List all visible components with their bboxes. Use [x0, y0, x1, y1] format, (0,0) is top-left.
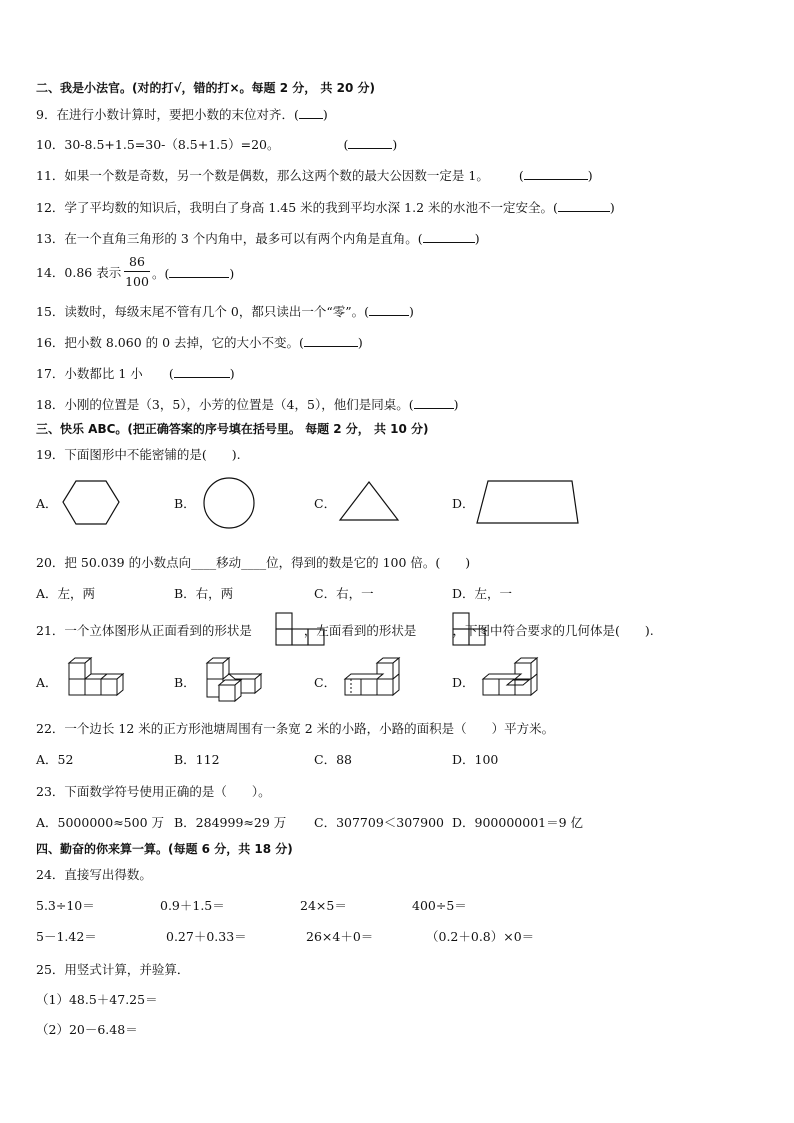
option-a[interactable]: A．	[36, 496, 58, 511]
left-view-diagram	[452, 612, 490, 646]
calc-item: 26×4＋0＝	[306, 929, 374, 944]
question-14-tail: 。( )	[152, 266, 235, 281]
option-c[interactable]: C．	[314, 496, 337, 511]
option-d[interactable]: D．900000001＝9 亿	[452, 815, 584, 830]
question-17-text: 17．小数都比 1 小	[36, 366, 143, 381]
front-view-diagram	[275, 612, 329, 646]
calc-item: 0.9＋1.5＝	[160, 898, 225, 913]
question-20: 20．把 50.039 的小数点向____移动____位，得到的数是它的 100 倍。( )	[36, 555, 471, 570]
question-15: 15．读数时，每级末尾不管有几个 0，都只读出一个“零”。( )	[36, 304, 414, 319]
calc-item: （0.2＋0.8）×0＝	[426, 929, 535, 944]
calc-part-1: （1）48.5＋47.25＝	[36, 992, 158, 1007]
answer-blank[interactable]	[174, 365, 230, 378]
answer-blank[interactable]	[524, 167, 588, 180]
option-c[interactable]: C．88	[314, 752, 352, 767]
question-14-text: 14．0.86 表示	[36, 265, 122, 280]
question-25: 25．用竖式计算，并验算．	[36, 962, 190, 977]
option-c[interactable]: C．	[314, 675, 337, 690]
question-24: 24．直接写出得数。	[36, 867, 152, 882]
fraction-86-100	[124, 254, 150, 289]
question-10: 10．30-8.5+1.5=30-（8.5+1.5）=20。 ( )	[36, 137, 398, 152]
option-a[interactable]: A．52	[36, 752, 74, 767]
calc-item: 5－1.42＝	[36, 929, 97, 944]
question-10-text: 10．30-8.5+1.5=30-（8.5+1.5）=20。	[36, 137, 280, 152]
calc-part-2: （2）20－6.48＝	[36, 1022, 138, 1037]
hexagon-shape	[62, 478, 120, 528]
answer-blank[interactable]	[414, 396, 454, 409]
answer-blank[interactable]	[169, 265, 229, 278]
option-b[interactable]: B．	[174, 675, 196, 690]
question-16-text: 16．把小数 8.060 的 0 去掉，它的大小不变。(	[36, 335, 304, 350]
answer-blank[interactable]	[299, 106, 323, 119]
option-c[interactable]: C．右，一	[314, 586, 374, 601]
cube-figure-d	[478, 658, 548, 704]
question-17: 17．小数都比 1 小 ( )	[36, 366, 235, 381]
question-11-text: 11．如果一个数是奇数，另一个数是偶数，那么这两个数的最大公因数一定是 1。	[36, 168, 489, 183]
answer-blank[interactable]	[304, 334, 358, 347]
answer-blank[interactable]	[558, 199, 610, 212]
section-2-title: 二、我是小法官。(对的打√，错的打×。每题 2 分， 共 20 分)	[36, 81, 375, 95]
option-b[interactable]: B．	[174, 496, 196, 511]
calc-item: 5.3÷10＝	[36, 898, 95, 913]
question-18: 18．小刚的位置是（3，5），小芳的位置是（4，5），他们是同桌。( )	[36, 397, 459, 412]
section-3-title: 三、快乐 ABC。(把正确答案的序号填在括号里。 每题 2 分， 共 10 分)	[36, 422, 429, 436]
answer-blank[interactable]	[369, 303, 409, 316]
answer-blank[interactable]	[423, 230, 475, 243]
triangle-shape	[338, 480, 400, 524]
question-21: 21．一个立体图形从正面看到的形状是 ，左面看到的形状是 ，下图中符合要求的几何体是( ).	[36, 623, 654, 638]
option-a[interactable]: A．	[36, 675, 58, 690]
option-d[interactable]: D．左，一	[452, 586, 513, 601]
question-18-text: 18．小刚的位置是（3，5），小芳的位置是（4，5），他们是同桌。(	[36, 397, 414, 412]
question-19: 19．下面图形中不能密铺的是( ).	[36, 447, 241, 462]
option-b[interactable]: B．284999≈29 万	[174, 815, 287, 830]
calc-item: 24×5＝	[300, 898, 347, 913]
option-c[interactable]: C．307709＜307900	[314, 815, 444, 830]
question-12-text: 12．学了平均数的知识后，我明白了身高 1.45 米的我到平均水深 1.2 米的水池不一定安全。(	[36, 200, 558, 215]
calc-item: 0.27＋0.33＝	[166, 929, 247, 944]
question-13: 13．在一个直角三角形的 3 个内角中，最多可以有两个内角是直角。( )	[36, 231, 480, 246]
question-9: 9．在进行小数计算时，要把小数的末位对齐．( )	[36, 107, 328, 122]
question-22: 22．一个边长 12 米的正方形池塘周围有一条宽 2 米的小路，小路的面积是（ ）平方米。	[36, 721, 555, 736]
trapezoid-shape	[474, 478, 580, 526]
answer-blank[interactable]	[348, 136, 392, 149]
question-14	[36, 265, 121, 281]
question-13-text: 13．在一个直角三角形的 3 个内角中，最多可以有两个内角是直角。(	[36, 231, 423, 246]
fraction-numerator: 86	[129, 254, 145, 269]
option-a[interactable]: A．左，两	[36, 586, 96, 601]
cube-figure-b	[202, 658, 272, 704]
section-4-title: 四、勤奋的你来算一算。(每题 6 分，共 18 分)	[36, 842, 293, 856]
question-16: 16．把小数 8.060 的 0 去掉，它的大小不变。( )	[36, 335, 363, 350]
option-b[interactable]: B．右，两	[174, 586, 234, 601]
option-d[interactable]: D．100	[452, 752, 499, 767]
question-15-text: 15．读数时，每级末尾不管有几个 0，都只读出一个“零”。(	[36, 304, 369, 319]
question-9-text: 9．在进行小数计算时，要把小数的末位对齐．(	[36, 107, 299, 122]
option-a[interactable]: A．5000000≈500 万	[36, 815, 165, 830]
circle-shape	[202, 476, 256, 530]
option-b[interactable]: B．112	[174, 752, 220, 767]
question-23: 23．下面数学符号使用正确的是（ ）。	[36, 784, 271, 799]
fraction-denominator: 100	[125, 274, 149, 289]
cube-figure-c	[340, 658, 410, 704]
cube-figure-a	[64, 658, 134, 702]
option-d[interactable]: D．	[452, 496, 475, 511]
calc-item: 400÷5＝	[412, 898, 467, 913]
option-d[interactable]: D．	[452, 675, 475, 690]
question-12: 12．学了平均数的知识后，我明白了身高 1.45 米的我到平均水深 1.2 米的水池不一定安全。( )	[36, 200, 615, 215]
question-11: 11．如果一个数是奇数，另一个数是偶数，那么这两个数的最大公因数一定是 1。 ( )	[36, 168, 593, 183]
